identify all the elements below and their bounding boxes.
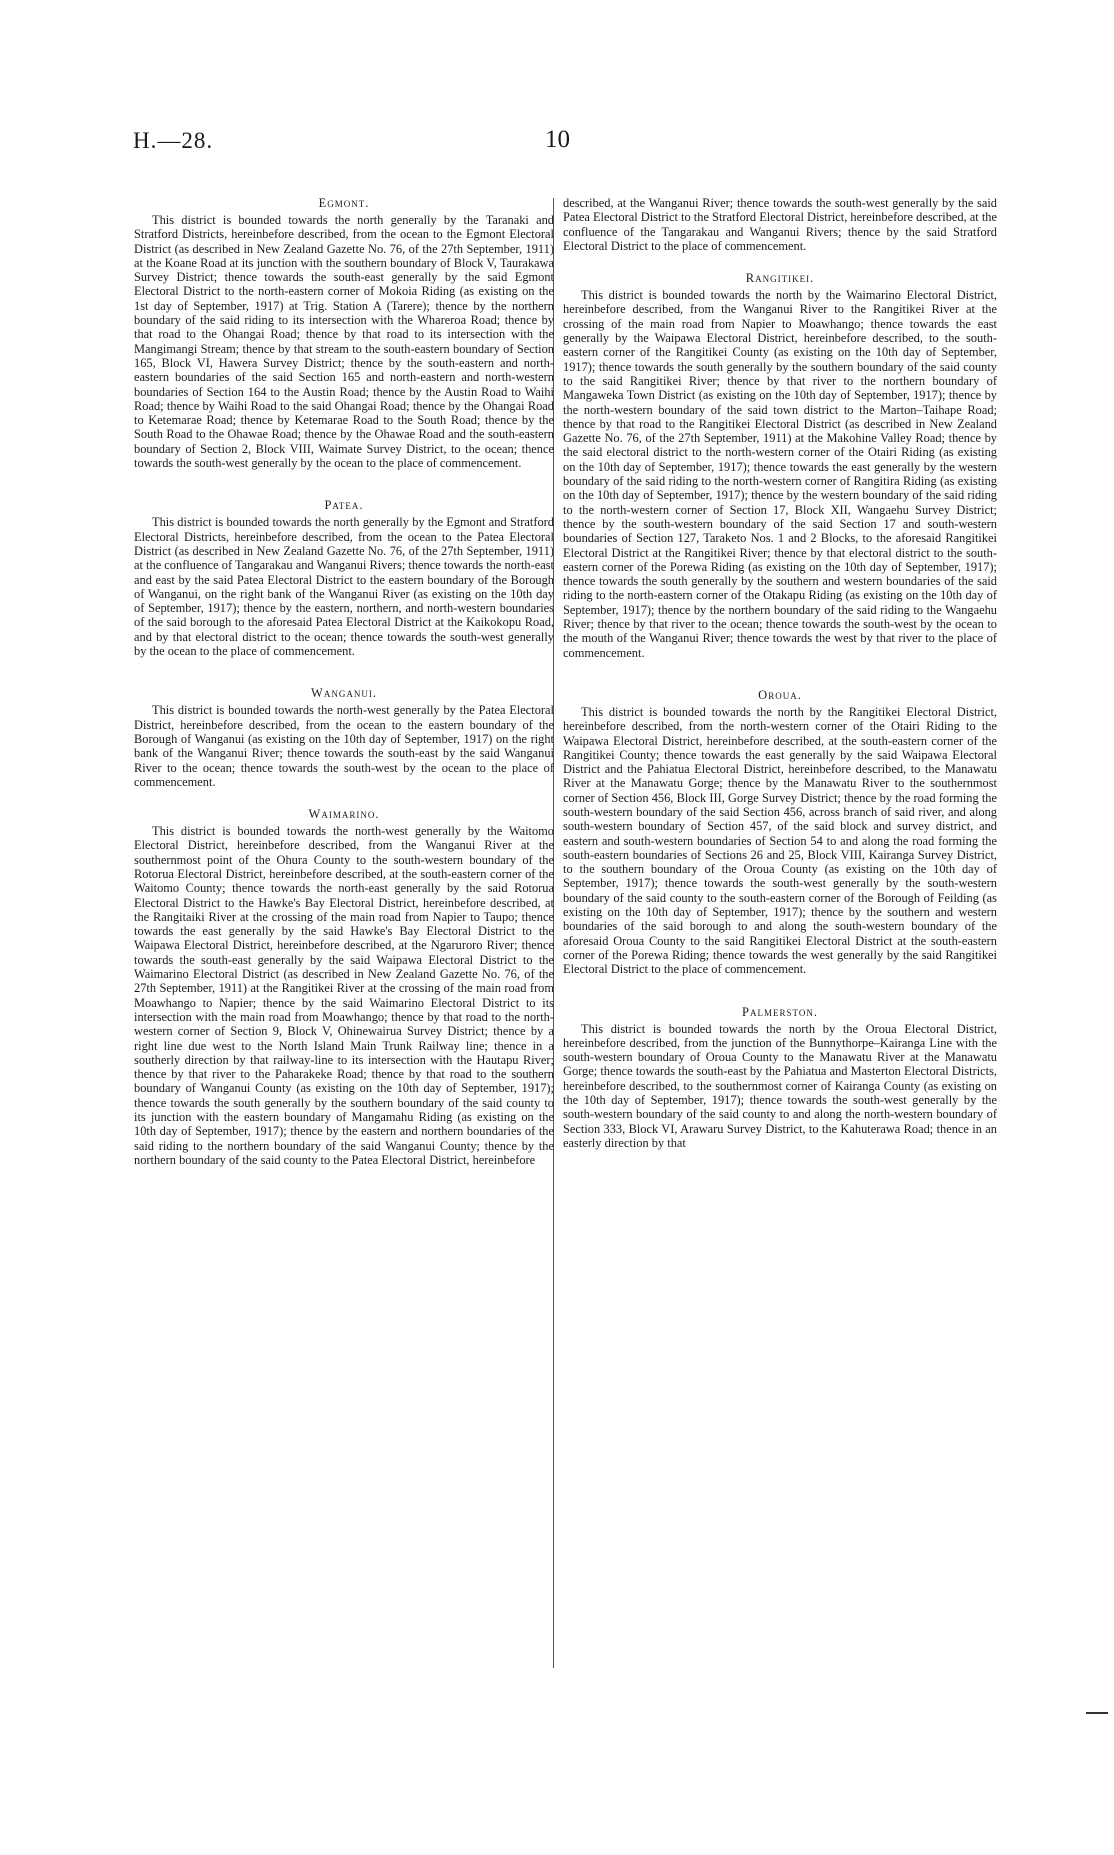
section-title: Patea. — [324, 498, 364, 513]
section-body: described, at the Wanganui River; thence towards the south-west generally by the said Patea Electoral District to the Stratford Electoral District, hereinbefore described, at the confluence of the Tangarakau and Wanganui Rivers; thence by the said Stratford Electoral District to the place of commencement. — [563, 196, 997, 253]
section-body: This district is bounded towards the north generally by the Egmont and Stratford Electoral Districts, hereinbefore described, from the ocean to the Patea Electoral District (as described in New Zealand Gazette No. 76, of the 27th September, 1911) at the confluence of Tangarakau and Wanganui Rivers; thence towards the north-east and east by the said Patea Electoral District to the eastern boundary of the Borough of Wanganui, on the right bank of the Wanganui River (as existing on the 10th day of September, 1917); thence by the eastern, northern, and north-western boundaries of the said borough to the aforesaid Patea Electoral District at the Kaikokopu Road, and by that electoral district to the ocean; thence towards the south-west generally by the ocean to the place of commencement. — [134, 515, 554, 659]
section-body: This district is bounded towards the north by the Waimarino Electoral District, hereinbefore described, from the Wanganui River to the Rangitikei River at the crossing of the main road from Napier to Moawhango; thence towards the east generally by the Waipawa Electoral District, hereinbefore described, to the south-eastern corner of the Rangitikei County (as existing on the 10th day of September, 1917); thence towards the south generally by the southern boundary of the said county to the said Rangitikei River; thence by that river to the northern boundary of Mangaweka Town District (as existing on the 10th day of September, 1917); thence by the north-western boundary of the said town district to the Marton–Taihape Road; thence by that road to the Rangitikei Electoral District (as described in New Zealand Gazette No. 76, of the 27th September, 1911) at the Makohine Valley Road; thence by the said electoral district to the north-western corner of the Otairi Riding (as existing on the 10th day of September, 1917); thence towards the east generally by the western boundary of the said riding to the north-western corner of Rangitira Riding (as existing on the 10th day of September, 1917); thence by the western boundary of the said riding to the north-western corner of Section 17, Block XII, Wangaehu Survey District; thence by the south-western boundary of the said Section 17 and south-western boundaries of Section 127, Taraketo Nos. 1 and 2 Blocks, to the aforesaid Rangitikei Electoral District at the Rangitikei River; thence by that electoral district to the south-eastern corner of the Porewa Riding (as existing on the 10th day of September, 1917); thence towards the south generally by the southern and western boundaries of the said riding to the north-eastern corner of the Otakapu Riding (as existing on the 10th day of September, 1917); thence by the northern boundary of the said riding to the Wangaehu River; thence by that river to the ocean; thence towards the south-west by the ocean to the mouth of the Wanganui River; thence towards the west by that river to the place of commencement. — [563, 288, 997, 660]
section-rangitikei — [563, 271, 997, 660]
section-title: Egmont. — [318, 196, 370, 210]
edge-mark — [1086, 1712, 1108, 1714]
section-body: This district is bounded towards the north-west generally by the Waitomo Electoral District, hereinbefore described, from the Wanganui River at the southernmost point of the Ohura County to the south-western boundary of the Rotorua Electoral District, hereinbefore described, at the south-eastern corner of the Waitomo County; thence towards the north-east generally by the said Rotorua Electoral District to the Hawke's Bay Electoral District, hereinbefore described, at the Rangitaiki River at the crossing of the main road from Napier to Taupo; thence towards the east generally by the said Hawke's Bay Electoral District to the Waipawa Electoral District, hereinbefore described, at the Ngaruroro River; thence towards the south-east generally by the said Waipawa Electoral District to the Waimarino Electoral District (as described in New Zealand Gazette No. 76, of the 27th September, 1911) at the Rangitikei River at the crossing of the main road from Moawhango to Napier; thence by the said Waimarino Electoral District to its intersection with the main road from Moawhango; thence by that road to the north-western corner of Section 9, Block V, Ohinewairua Survey District; thence by a right line due west to the North Island Main Trunk Railway line; thence in a southerly direction by that railway-line to its intersection with the Hautapu River; thence by that river to the Paharakeke Road; thence by that road to the southern boundary of Wanganui County (as existing on the 10th day of September, 1917); thence towards the south generally by the southern boundary of the said county to its junction with the eastern boundary of Mangamahu Riding (as existing on the 10th day of September, 1917); thence by the eastern and northern boundaries of the said riding to the northern boundary of the said Wanganui County; thence by the northern boundary of the said county to the Patea Electoral District, hereinbefore — [134, 824, 554, 1167]
section-title: Palmerston. — [742, 1004, 818, 1019]
section-body: This district is bounded towards the north by the Oroua Electoral District, hereinbefore described, from the junction of the Bunnythorpe–Kairanga Line with the south-western boundary of Oroua County to the Manawatu River at the Manawatu Gorge; thence towards the south-east by the Pahiatua and Masterton Electoral Districts, hereinbefore described, to the southernmost corner of Kairanga County (as existing on the 10th day of September, 1917); thence towards the south-west generally by the south-western boundary of the said county to and along the north-western boundary of Section 333, Block VI, Arawaru Survey District, to the Kahuterawa Road; thence in an easterly direction by that — [563, 1021, 997, 1150]
page-number: 10 — [545, 126, 570, 153]
section-body: This district is bounded towards the north generally by the Taranaki and Stratford Districts, hereinbefore described, from the ocean to the Egmont Electoral District (as described in New Zealand Gazette No. 76, of the 27th September, 1911) at the Koane Road at its junction with the southern boundary of Block V, Taurakawa Survey District; thence towards the south-east generally by the said Egmont Electoral District to the north-eastern corner of Mokoia Riding (as existing on the 1st day of September, 1917) at Trig. Station A (Tarere); thence by the northern boundary of the said riding to its intersection with the Whareroa Road; thence by that road to the Ohangai Road; thence by that road to its intersection with the Mangimangi Stream; thence by that stream to the south-eastern boundary of Section 165, Block VI, Hawera Survey District; thence by the south-eastern and north-eastern boundaries of the said Section 165 and north-eastern and north-western boundaries of Section 164 to the Austin Road; thence by the Austin Road to Waihi Road; thence by Waihi Road to the said Ohangai Road; thence by the Ohangai Road to Ketemarae Road; thence by Ketemarae Road to the South Road; thence by the South Road to the Ohawae Road; thence by the Ohawae Road and the south-eastern boundary of Section 2, Block VIII, Waimate Survey District, to the ocean; thence towards the south-west generally by the ocean to the place of commencement. — [134, 213, 554, 471]
section-title: Rangitikei. — [745, 271, 815, 286]
section-egmont — [134, 196, 554, 470]
section-oroua — [563, 688, 997, 977]
section-body: This district is bounded towards the north by the Rangitikei Electoral District, hereinbefore described, from the north-western corner of the Otairi Riding to the Waipawa Electoral District, hereinbefore described, at the south-eastern corner of the Rangitikei County; thence towards the east generally by the said Waipawa Electoral District and the Pahiatua Electoral District, hereinbefore described, to the Manawatu River at the Manawatu Gorge; thence by the Manawatu River to the southernmost corner of Section 456, Block III, Gorge Survey District; thence by the road forming the south-western boundary of the said Section 456, across branch of said river, and along south-western boundary of Section 457, of the said block and survey district, and eastern and south-western boundaries of Section 54 to and along the road forming the south-eastern boundaries of Sections 26 and 25, Block VIII, Kairanga Survey District, to the southern boundary of the Oroua County (as existing on the 10th day of September, 1917); thence towards the south-west generally by the south-western boundary of the said county to the south-eastern corner of the Borough of Feilding (as existing on the 10th day of September, 1917); thence by the southern and western boundaries of the said borough to and along the south-western boundary of the aforesaid Oroua County to the said Rangitikei Electoral District at the south-eastern corner of the Porewa Riding; thence towards the west generally by the said Rangitikei Electoral District to the place of commencement. — [563, 704, 997, 977]
running-header-reference: H.—28. — [133, 128, 214, 153]
section-waimarino-continued — [563, 196, 997, 253]
section-body: This district is bounded towards the north-west generally by the Patea Electoral District, hereinbefore described, from the ocean to the eastern boundary of the Borough of Wanganui (as existing on the 10th day of September, 1917) on the right bank of the Wanganui River; thence towards the south-east by the said Wanganui River to the ocean; thence towards the south-west by the ocean to the place of commencement. — [134, 703, 554, 789]
right-column — [563, 196, 997, 1150]
left-column — [134, 196, 554, 1167]
section-title: Wanganui. — [311, 686, 377, 701]
section-patea — [134, 498, 554, 658]
section-wanganui — [134, 686, 554, 789]
section-title: Waimarino. — [308, 807, 380, 822]
section-palmerston — [563, 1005, 997, 1151]
section-waimarino — [134, 807, 554, 1167]
section-title: Oroua. — [758, 687, 802, 702]
